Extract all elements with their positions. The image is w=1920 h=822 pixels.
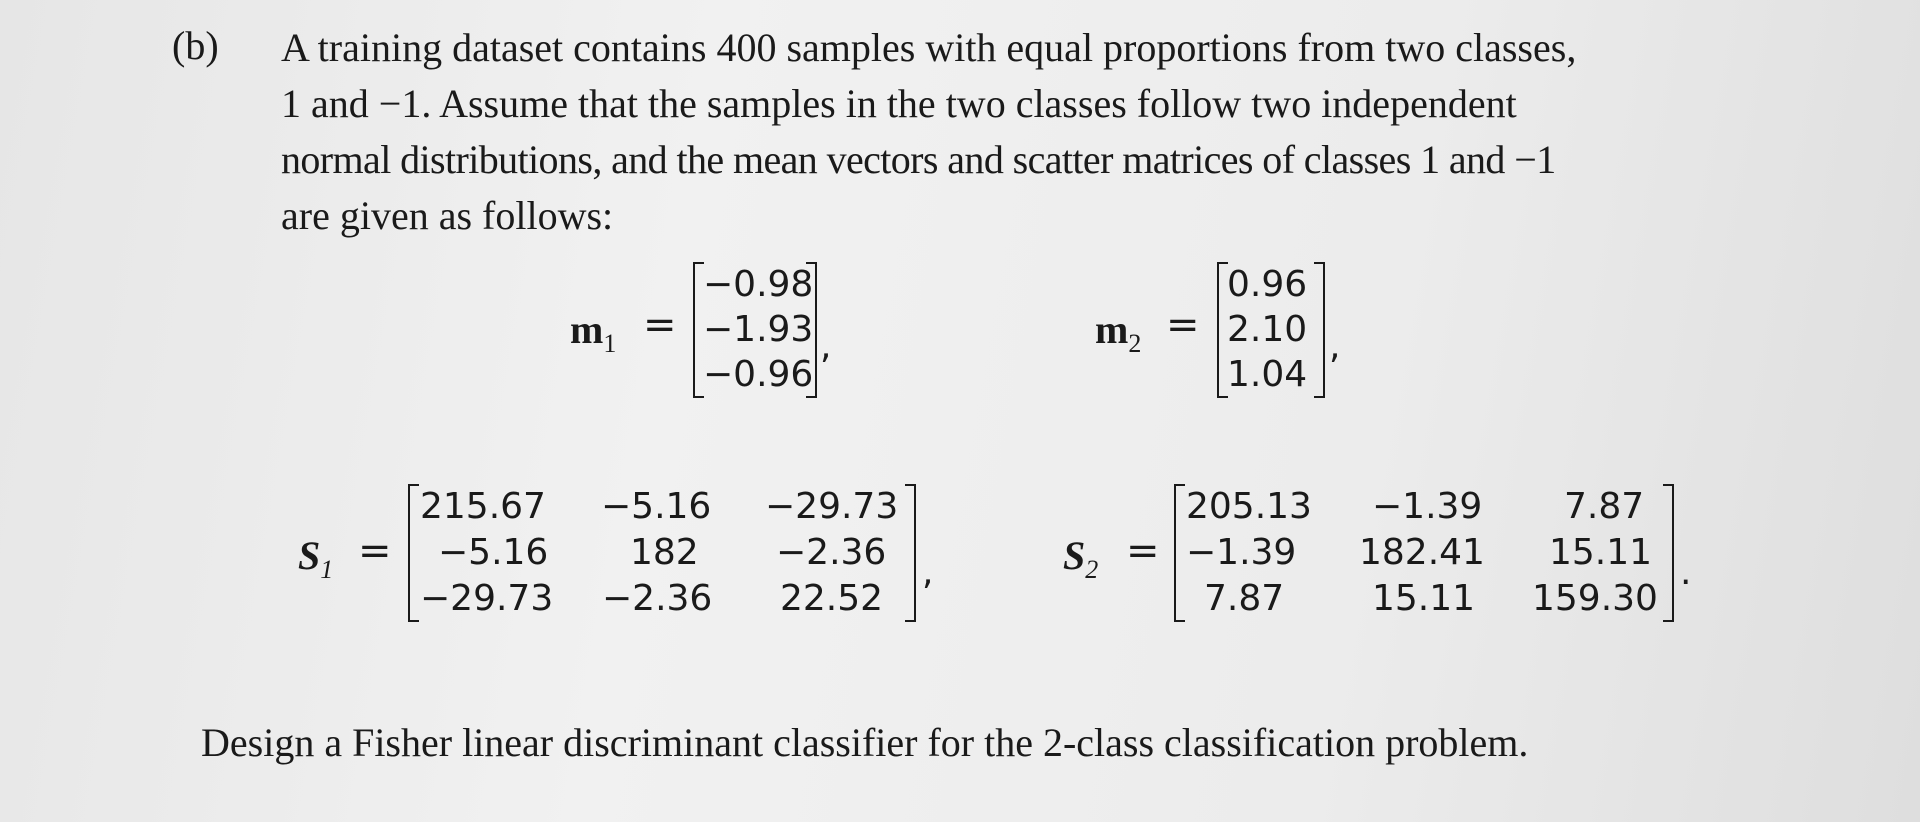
s1-trailing-comma: , xyxy=(922,552,934,593)
intro-line-1: A training dataset contains 400 samples with equal proportions from two classes, xyxy=(281,25,1577,70)
left-bracket xyxy=(1174,484,1185,622)
s2-cell: 15.11 xyxy=(1549,532,1653,573)
intro-line-4: are given as follows: xyxy=(281,193,614,238)
s1-cell: −29.73 xyxy=(765,486,899,527)
s2-cell: 182.41 xyxy=(1359,532,1485,573)
s1-cell: −29.73 xyxy=(420,578,554,619)
m2-equals: = xyxy=(1166,302,1200,348)
s1-label: $S_1$ xyxy=(298,533,334,584)
m1-value: −1.93 xyxy=(703,309,814,350)
s2-cell: 159.30 xyxy=(1532,578,1658,619)
m1-value: −0.98 xyxy=(703,264,814,305)
right-bracket xyxy=(1314,262,1325,398)
m2-value: 2.10 xyxy=(1227,309,1308,350)
s2-cell: 7.87 xyxy=(1204,578,1285,619)
s2-equals: = xyxy=(1126,528,1160,574)
m2-vector xyxy=(1217,262,1325,398)
s1-cell: 22.52 xyxy=(780,578,884,619)
left-bracket xyxy=(408,484,419,622)
s2-trailing-period: . xyxy=(1680,552,1692,593)
s2-cell: 7.87 xyxy=(1564,486,1645,527)
s2-cell: −1.39 xyxy=(1372,486,1483,527)
m2-value: 0.96 xyxy=(1227,264,1308,305)
m2-label: $m_2$ xyxy=(1095,307,1142,358)
m1-trailing-comma: , xyxy=(820,326,832,367)
m1-label: $m_1$ xyxy=(570,307,617,358)
s2-cell: 15.11 xyxy=(1372,578,1476,619)
s1-cell: −5.16 xyxy=(438,532,549,573)
s1-equals: = xyxy=(358,528,392,574)
m2-value: 1.04 xyxy=(1227,354,1308,395)
right-bracket xyxy=(905,484,916,622)
s1-cell: −2.36 xyxy=(602,578,713,619)
question-text: Design a Fisher linear discriminant classifier for the 2-class classification problem. xyxy=(201,720,1529,765)
s2-matrix xyxy=(1174,484,1674,622)
part-label: (b) xyxy=(172,23,219,68)
intro-line-3: normal distributions, and the mean vectors and scatter matrices of classes 1 and −1 xyxy=(281,137,1556,182)
s1-matrix xyxy=(408,484,916,622)
s2-cell: 205.13 xyxy=(1186,486,1312,527)
m1-equals: = xyxy=(643,302,677,348)
m1-value: −0.96 xyxy=(703,354,814,395)
s1-cell: 182 xyxy=(630,532,699,573)
right-bracket xyxy=(1663,484,1674,622)
s2-cell: −1.39 xyxy=(1186,532,1297,573)
s2-label: $S_2$ xyxy=(1063,533,1099,584)
intro-line-2: 1 and −1. Assume that the samples in the two classes follow two independent xyxy=(281,81,1517,126)
s1-cell: 215.67 xyxy=(420,486,546,527)
s1-cell: −2.36 xyxy=(776,532,887,573)
m1-vector xyxy=(693,262,817,398)
s1-cell: −5.16 xyxy=(601,486,712,527)
m2-trailing-comma: , xyxy=(1329,326,1341,367)
